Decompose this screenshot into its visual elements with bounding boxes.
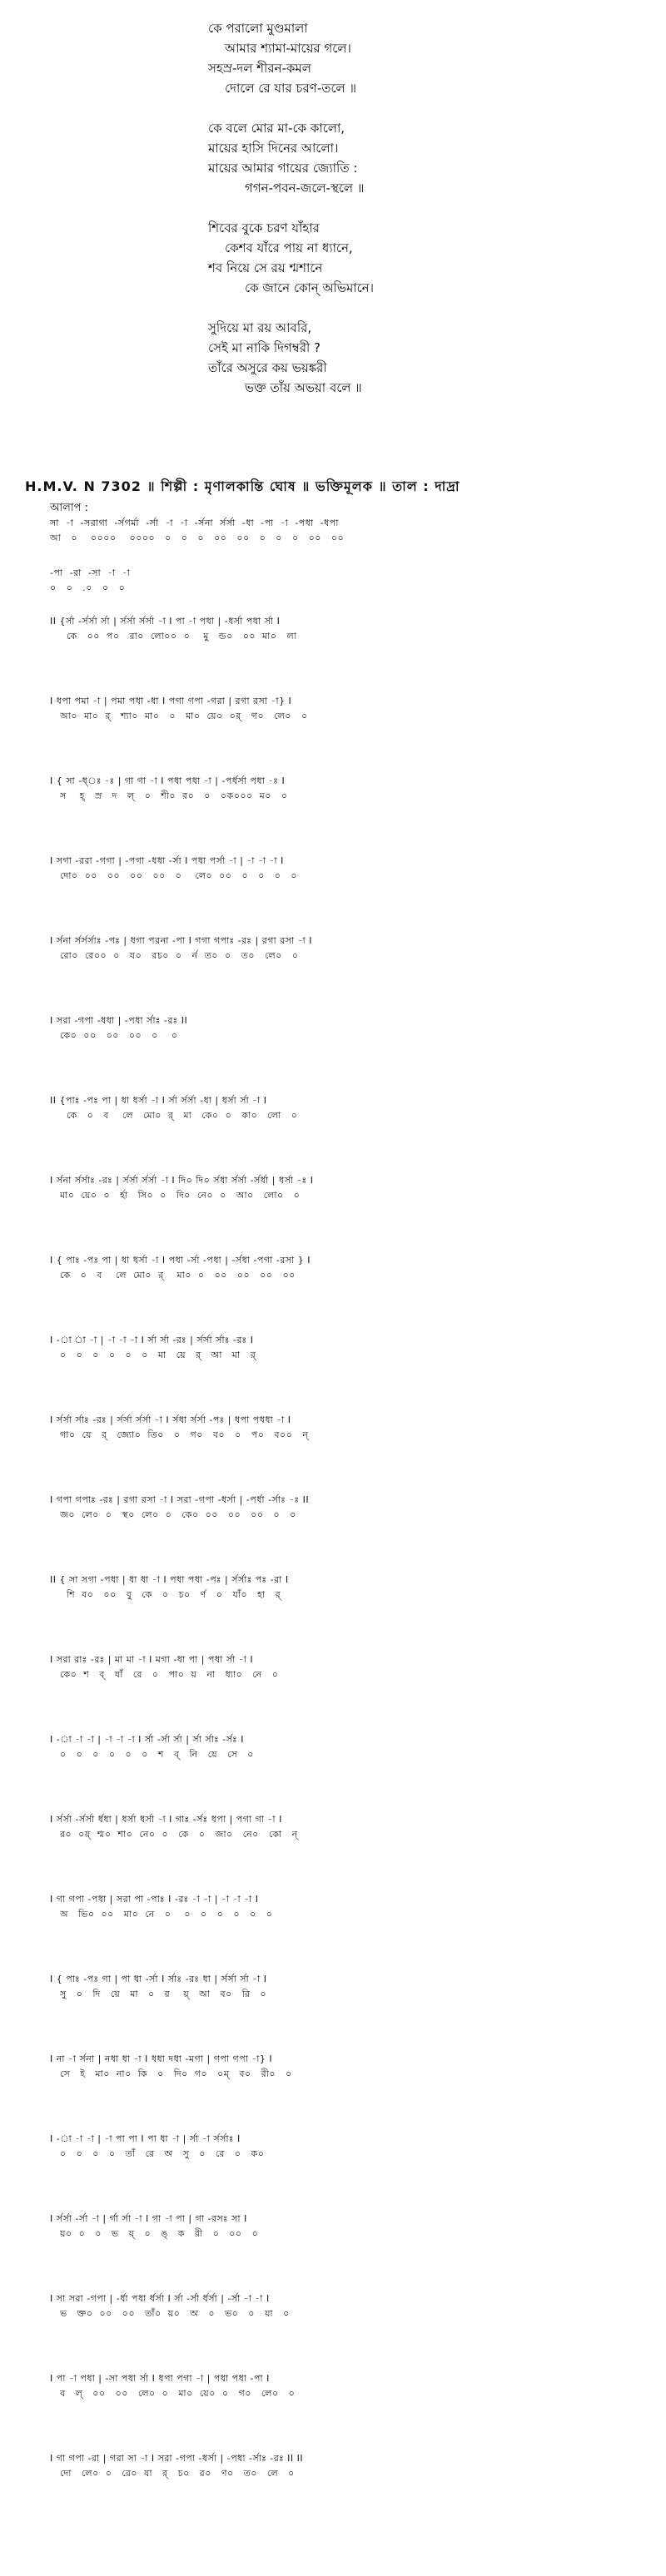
notation-syllables: কে০ ০০ ০০ ০০ ০ ০ <box>50 1030 178 1041</box>
notation-row <box>50 1972 633 2052</box>
poem-stanza <box>208 18 558 98</box>
notation-row <box>50 1732 633 1812</box>
notation-syllables: য়০ ০ ০ ভ য়্ ০ ঙ্ ক রী ০ ০০ ০ <box>50 2228 259 2239</box>
notation-row <box>50 854 633 934</box>
poem-line: কে বলে মোর মা-কে কালো, <box>208 121 345 136</box>
notation-notes: I -া া -া | -া -া -া I র্সা র্সা -রঃ | র্সর্সা র্সাঃ -রঃ I <box>50 1335 254 1345</box>
notation-syllables: স হ্ স্র দ ল্ ০ শী০ র০ ০ ০ক০০০ ম০ ০ <box>50 790 288 801</box>
notation-syllables: দো০ ০০ ০০ ০০ ০০ ০ লে০ ০০ ০ ০ ০ ০ <box>50 870 298 881</box>
notation-row <box>50 1253 633 1333</box>
notation-row <box>50 1812 633 1892</box>
notation-syllables: ০ ০ ০ ০ তাঁ রে অ সু ০ রে ০ ক০ <box>50 2148 265 2159</box>
notation-notes: I সরা -গপা -ধধা | -পধা র্সাঃ -রঃ II <box>50 1015 188 1026</box>
notation-row <box>50 1013 633 1093</box>
poem-line: কেশব যাঁরে পায় না ধ্যানে, <box>225 240 353 255</box>
poem-line: সুদিয়ে মা রয় আবরি, <box>208 320 312 335</box>
notation-notes: II {র্সা -র্সর্সা র্সা | র্সর্সা র্সর্সা -া I পা -া পধা | -ধর্সা পধা র্সা I <box>50 616 281 627</box>
notation-syllables: জ০ লে০ ০ স্থ০ লে০ ০ কে০ ০০ ০০ ০০ ০ ০ <box>50 1509 296 1520</box>
notation-syllables: সু ০ দি য়ে মা ০ র য়্ আ ব০ রি ০ <box>50 1989 267 1999</box>
notation-row <box>50 774 633 854</box>
notation-notes: I -া -া -া | -া পা পা I পা ধা -া | র্সা -া র্সর্সাঃ I <box>50 2133 241 2144</box>
notation-syllables: সে ই মা০ না০ কি ০ দি০ গ০ ০ম্ ব০ রী০ ০ <box>50 2068 292 2079</box>
notation-syllables: মা০ য়ে০ ০ র্হা সি০ ০ দি০ নে০ ০ আ০ লো০ ০ <box>50 1190 301 1201</box>
poem-line: শব নিয়ে সে রয় শ্মশানে <box>208 260 323 275</box>
poem-line: মায়ের হাসি দিনের আলো। <box>208 141 339 156</box>
notation-row <box>50 2212 633 2291</box>
alap-label: আলাপ : <box>50 502 88 514</box>
poem-stanza <box>208 318 558 398</box>
notation-syllables: র০ ০য়্ শ্ম০ শা০ নে০ ০ কে ০ জা০ নে০ কো ন্ <box>50 1829 298 1840</box>
notation-syllables: আ ০ ০০০০ ০০০০ ০ ০ ০ ০০ ০০ ০ ০ ০ ০০ ০০ <box>50 533 345 543</box>
poem-line: শিবের বুকে চরণ যাঁহার <box>208 220 320 235</box>
poem-line: সেই মা নাকি দিগম্বরী ? <box>208 340 321 355</box>
notation-row <box>50 2052 633 2132</box>
notation-syllables: আ০ মা০ র্ শ্যা০ মা০ ০ মা০ য়ে০ ০র্ গ০ লে০ ০ <box>50 711 308 721</box>
notation-row <box>50 1333 633 1413</box>
notation-notes: -পা -রা -সা -া -া <box>50 567 131 578</box>
notation-syllables: কে ০০ প০ রা০ লো০০ ০ মু ন্ড০ ০০ মা০ লা <box>50 631 297 642</box>
poem-line: কে পরালো মুণ্ডমালা <box>208 21 308 36</box>
notation-notes: I গপা গপাঃ -রঃ | রগা রসা -া I সরা -গপা -ধর্সা | -পর্ধা -র্সাঃ -ঃ II <box>50 1494 310 1505</box>
notation-row <box>50 1493 633 1573</box>
notation-syllables: কে ০ ব লে মো০ র্ মা০ ০ ০০ ০০ ০০ ০০ <box>50 1270 296 1281</box>
notation-notes: I সরা রাঃ -রঃ | মা মা -া I মগা -ধা পা | পধা র্সা -া I <box>50 1654 254 1665</box>
notation-row <box>50 2132 633 2212</box>
notation-notes: I ধপা পমা -া | পমা পধা -ধা I পগা গপা -গরা | রগা রসা -া} I <box>50 696 292 706</box>
poem-line: ভক্ত তাঁয় অভয়া বলে ॥ <box>245 380 362 395</box>
notation-row <box>50 1413 633 1493</box>
notation-notes: I পা -া পধা | -সা পধা র্সা I ধপা পগা -া | পধা পধা -পা I <box>50 2373 270 2384</box>
notation-row <box>50 1573 633 1652</box>
notation-syllables: ০ ০ ০ ০ ০ ০ মা য়ে র্ আ মা র্ <box>50 1350 256 1360</box>
poem-stanza <box>208 118 558 198</box>
poem-lyrics <box>208 18 558 418</box>
notation-row <box>50 2371 633 2451</box>
notation-syllables: ব ল্ ০০ ০০ লে০ ০ মা০ য়ে০ ০ গ০ লে০ ০ <box>50 2388 296 2399</box>
notation-notes: I র্সনা র্সর্সর্সাঃ -পঃ | ধগা পরনা -পা I গগা গপাঃ -রঃ | রগা রসা -া I <box>50 935 312 946</box>
notation-notes: I { সা -ধ্‌ঃ -ঃ | গা গা -া I পধা পধা -া | -পর্ধর্সা পধা -ঃ I <box>50 775 286 786</box>
notation-syllables: শি ব০ ০০ বু কে ০ চ০ র্ণ ০ যাঁ০ হা র্ <box>50 1589 281 1600</box>
poem-line: দোলে রে যার চরণ-তলে ॥ <box>225 81 356 96</box>
alap-section <box>50 501 633 614</box>
notation-syllables: ০ ০ .০ ০ ০ <box>50 582 126 593</box>
notation-row <box>50 2291 633 2371</box>
poem-line: তাঁরে অসুরে কয় ভয়ঙ্করী <box>208 360 327 375</box>
notation-notes: I সগা -ররা -গগা | -পগা -ধধা -র্সা I পধা পর্সা -া | -া -া -া I <box>50 855 284 866</box>
notation-syllables: দো লে০ ০ রে০ যা র্ চ০ র০ ণ০ ত০ লে ০ <box>50 2468 295 2479</box>
notation-notes: I র্সর্সা -র্সর্সা র্ধধা | ধর্সা ধর্সা -া I গাঃ -র্সঃ ধপা | পগা গা -া I <box>50 1814 282 1825</box>
notation-row <box>50 1892 633 1972</box>
poem-line: আমার শ্যামা-মায়ের গলে। <box>225 41 351 56</box>
poem-line: কে জানে কোন্ অভিমানে। <box>245 280 374 295</box>
notation-syllables: রো০ রে০০ ০ য০ রচ০ ০ র্ন ত০ ০ ত০ লে০ ০ <box>50 950 299 961</box>
notation-syllables: গা০ য়ে র্ জ্যো০ তি০ ০ গ০ ব০ ০ প০ ব০০ ন্ <box>50 1429 309 1440</box>
notation-notes: I -া -া -া | -া -া -া I র্সা -র্সা র্সা | র্সা র্সাঃ -র্সঃ I <box>50 1734 245 1745</box>
notation-row <box>50 694 633 774</box>
notation-notes: I গা গপা -রা | গরা সা -া I সরা -গপা -ধর্সা | -পধা -র্সাঃ -রঃ II II <box>50 2453 304 2464</box>
poem-line: মায়ের আমার গায়ের জ্যোতি : <box>208 161 358 176</box>
notation-row <box>50 1093 633 1173</box>
notation-row <box>50 1173 633 1253</box>
notation-notes: I { পাঃ -পঃ গা | পা ধা -র্সা I র্সাঃ -রঃ ধা | র্সর্সা র্সা -া I <box>50 1974 267 1984</box>
notation-notes: I না -া র্সনা | নধা ধা -া I ধধা দধা -মগা | গপা গপা -া} I <box>50 2053 273 2064</box>
notation-notes: I সা সরা -গপা | -র্ধা পধা র্ধর্সা I র্সা -র্সা র্ধর্সা | -র্সা -া -া I <box>50 2293 270 2304</box>
notation-syllables: অ ভি০ ০০ মা০ নে ০ ০ ০ ০ ০ ০ ০ <box>50 1909 273 1920</box>
notation-notes: I র্সনা র্সর্সাঃ -রঃ | র্সর্সা র্সর্সা -া I দি০ দি০ র্সধা র্সর্সা -র্সর্ধা | ধর্সা -ঃ I <box>50 1175 314 1186</box>
notation-notes: I গা গপা -পধা | সরা পা -পাঃ I -রঃ -া -া | -া -া -া I <box>50 1894 259 1905</box>
notation-notes: I র্সর্সা র্সাঃ -রঃ | র্সর্সা র্সর্সা -া I র্সধা র্সর্সা -পঃ | ধপা পধধা -া I <box>50 1414 291 1425</box>
notation-row <box>50 1652 633 1732</box>
notation-row <box>50 2451 633 2531</box>
notation-syllables: কে ০ ব লে মো০ র্ মা কে০ ০ কা০ লো ০ <box>50 1110 298 1121</box>
notation-syllables: ভ ক্ত০ ০০ ০০ তাঁ০ য়০ অ ০ ভ০ ০ য়া ০ <box>50 2308 290 2319</box>
poem-stanza <box>208 218 558 298</box>
notation-notes: II {পাঃ -পঃ পা | ধা ধর্সা -া I র্সা র্সর্সা -ধা | ধর্সা র্সা -া I <box>50 1095 267 1106</box>
notation-notes: সা -া -সরাগা -র্সগর্মা -র্সা -া -া -র্সনা র্সর্সা -ধা -পা -া -পধা -ধপা <box>50 518 339 528</box>
notation-syllables: কে০ শ ব্ যাঁ রে ০ পা০ য় না ধ্যা০ নে ০ <box>50 1669 279 1680</box>
poem-line: সহস্র-দল শীরন-কমল <box>208 61 311 76</box>
notation-notes: II { সা সগা -পধা | ধা ধা -া I পধা পধা -পঃ | র্সর্সাঃ পঃ -রা I <box>50 1574 289 1585</box>
poem-line: গগন-পবন-জলে-স্থলে ॥ <box>245 181 365 196</box>
notation-notes: I { পাঃ -পঃ পা | ধা ধর্সা -া I পধা -র্সা -পধা | -র্সধা -পগা -রসা } I <box>50 1255 311 1266</box>
notation-syllables: ০ ০ ০ ০ ০ ০ শ ব্ নি য়ে সে ০ <box>50 1749 254 1760</box>
notation-sections <box>50 501 633 2531</box>
notation-row <box>50 614 633 694</box>
record-header: H.M.V. N 7302 ॥ শিল্পী : মৃণালকান্তি ঘোষ ॥ ভক্তিমূলক ॥ তাল : দাদ্রা <box>25 478 460 494</box>
notation-notes: I র্সর্সা -র্সা -া | র্গা র্সা -া I গা -া পা | গা -রসঃ সা I <box>50 2213 247 2224</box>
notation-row <box>50 934 633 1013</box>
